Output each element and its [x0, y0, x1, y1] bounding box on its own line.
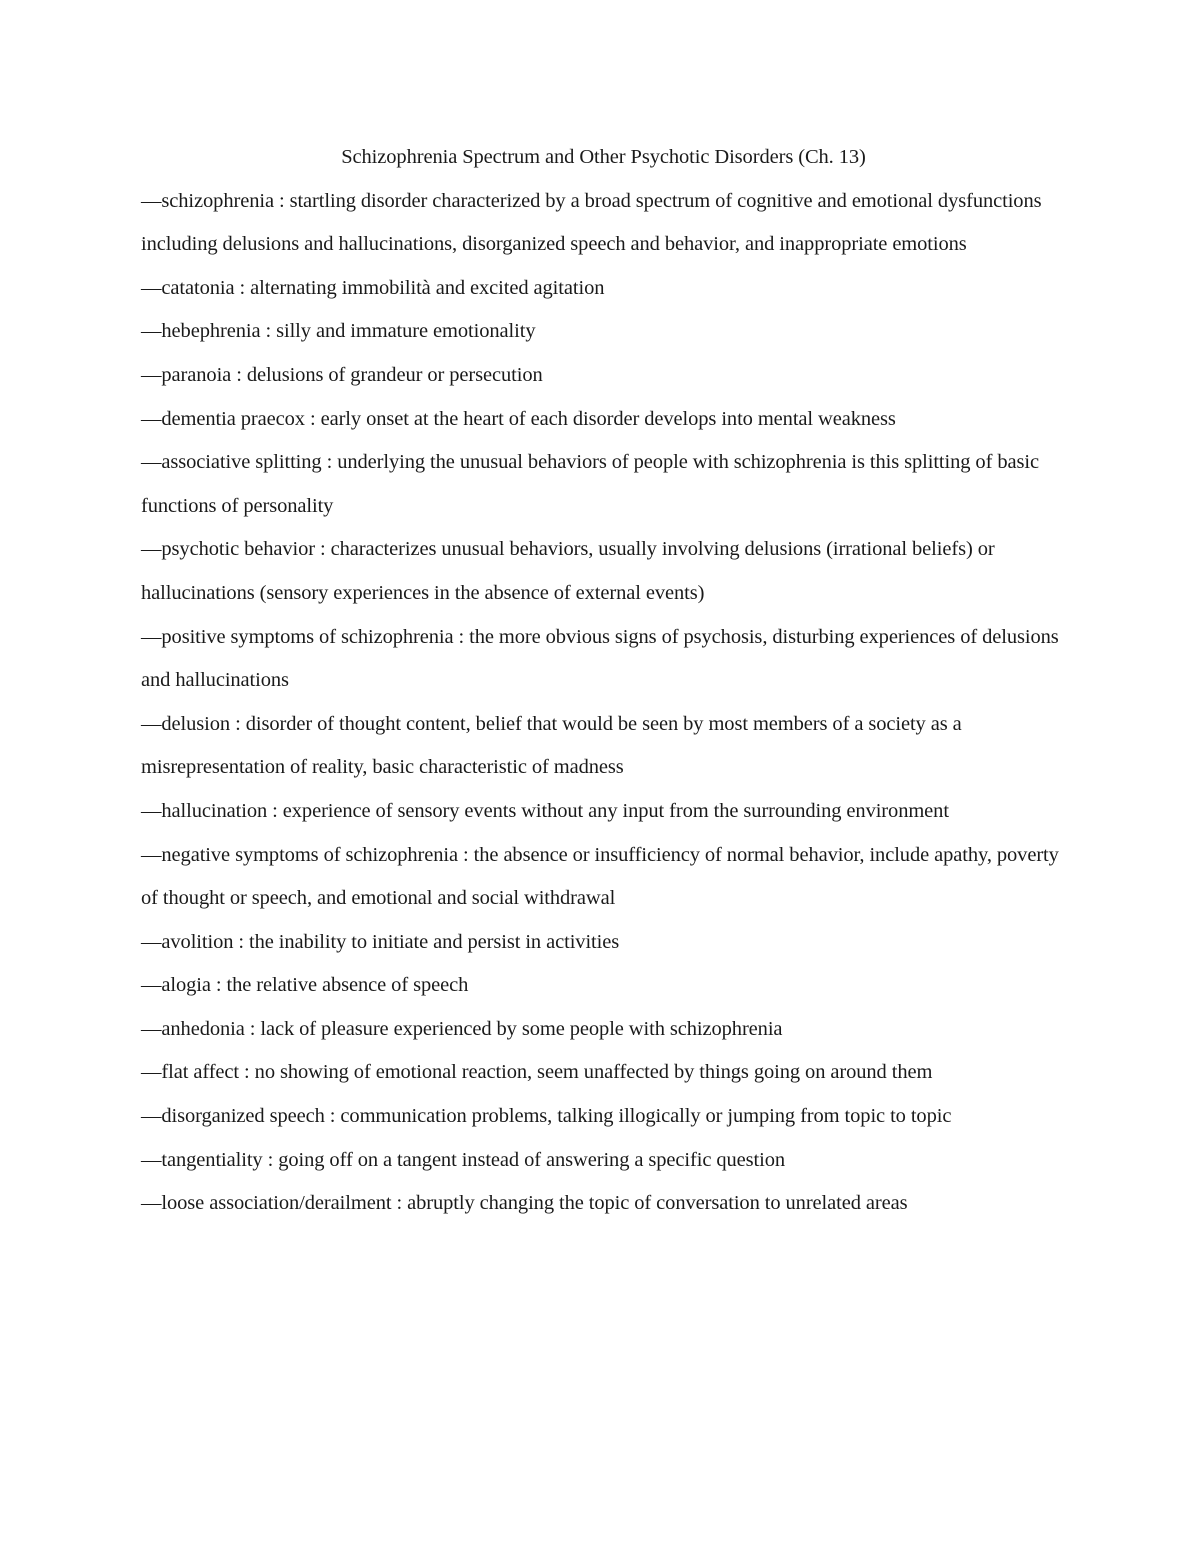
definition-entry-paranoia: —paranoia : delusions of grandeur or persecution [141, 363, 543, 386]
definition-entry-negative-symptoms: —negative symptoms of schizophrenia : the absence or insufficiency of normal behavior, include apathy, poverty of thought or speech, and emotional and social withdrawal [141, 843, 1059, 910]
definition-entry-psychotic-behavior: —psychotic behavior : characterizes unusual behaviors, usually involving delusions (irrational beliefs) or hallucinations (sensory experiences in the absence of external events) [141, 538, 995, 604]
definition-entry-alogia: —alogia : the relative absence of speech [141, 974, 469, 997]
definition-entry-dementia-praecox: —dementia praecox : early onset at the heart of each disorder develops into mental weakness [141, 407, 896, 430]
definition-entry-associative-splitting: —associative splitting : underlying the unusual behaviors of people with schizophrenia is this splitting of basic functions of personality [141, 451, 1039, 517]
definition-entry-flat-affect: —flat affect : no showing of emotional reaction, seem unaffected by things going on around them [141, 1061, 933, 1084]
definition-entry-loose-association: —loose association/derailment : abruptly changing the topic of conversation to unrelated areas [141, 1192, 908, 1215]
definition-entry-anhedonia: —anhedonia : lack of pleasure experienced by some people with schizophrenia [141, 1017, 783, 1040]
definition-entry-positive-symptoms: —positive symptoms of schizophrenia : the more obvious signs of psychosis, disturbing experiences of delusions and hallucinations [141, 625, 1059, 692]
definition-entry-avolition: —avolition : the inability to initiate and persist in activities [141, 930, 620, 953]
definition-entry-schizophrenia: —schizophrenia : startling disorder characterized by a broad spectrum of cognitive and emotional dysfunctions including delusions and hallucinations, disorganized speech and behavior, and inappropriate emotions [141, 189, 1042, 256]
definition-entry-tangentiality: —tangentiality : going off on a tangent instead of answering a specific question [141, 1148, 786, 1171]
document-body [141, 136, 1066, 1226]
definition-entry-hallucination: —hallucination : experience of sensory events without any input from the surrounding environment [141, 799, 949, 822]
definition-entry-catatonia: —catatonia : alternating immobilità and excited agitation [141, 276, 605, 299]
document-title: Schizophrenia Spectrum and Other Psychotic Disorders (Ch. 13) [341, 146, 866, 168]
definition-entry-delusion: —delusion : disorder of thought content, belief that would be seen by most members of a society as a misrepresentation of reality, basic characteristic of madness [141, 712, 962, 779]
definition-entry-disorganized-speech: —disorganized speech : communication problems, talking illogically or jumping from topic to topic [141, 1105, 952, 1128]
definition-entry-hebephrenia: —hebephrenia : silly and immature emotionality [141, 320, 536, 343]
